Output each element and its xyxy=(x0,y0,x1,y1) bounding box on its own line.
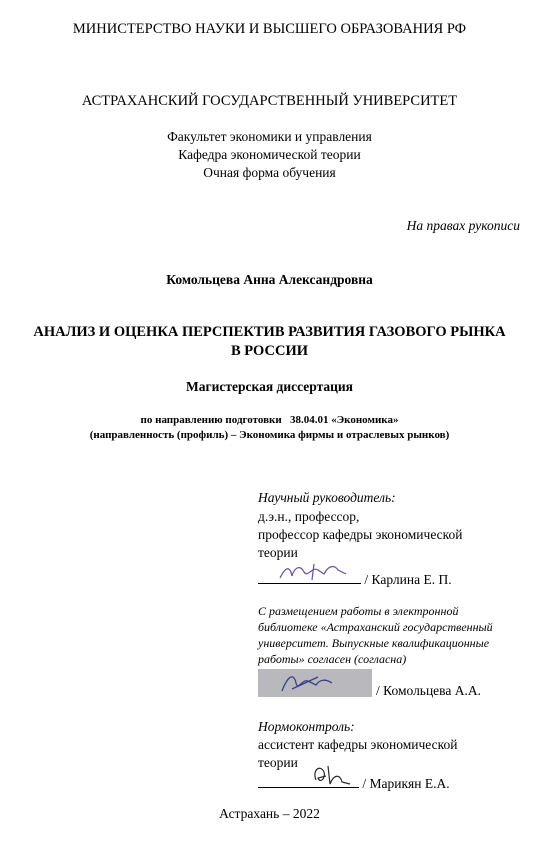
consent-line4: работы» согласен (согласна) xyxy=(258,652,407,666)
supervisor-name: / Карлина Е. П. xyxy=(364,572,452,587)
norm-control-name: / Марикян Е.А. xyxy=(362,776,450,791)
university-heading: АСТРАХАНСКИЙ ГОСУДАРСТВЕННЫЙ УНИВЕРСИТЕТ xyxy=(81,93,458,109)
supervisor-signature xyxy=(276,560,356,584)
consent-line1: С размещением работы в электронной xyxy=(258,604,459,618)
norm-control-position: ассистент кафедры экономической xyxy=(258,737,458,752)
ministry-heading: МИНИСТЕРСТВО НАУКИ И ВЫСШЕГО ОБРАЗОВАНИЯ РФ xyxy=(72,21,467,37)
norm-control-position-cont: теории xyxy=(258,755,298,770)
consent-line3: университет. Выпускные квалификационные xyxy=(258,636,490,650)
faculty-line: Факультет экономики и управления xyxy=(167,129,372,144)
direction-line1: по направлению подготовки 38.04.01 «Экономика» xyxy=(140,414,399,426)
thesis-title-line1: АНАЛИЗ И ОЦЕНКА ПЕРСПЕКТИВ РАЗВИТИЯ ГАЗОВОГО РЫНКА xyxy=(33,324,506,340)
supervisor-position: профессор кафедры экономической xyxy=(258,527,463,542)
norm-control-label: Нормоконтроль: xyxy=(258,719,355,734)
direction-line2: (направленность (профиль) – Экономика фирмы и отраслевых рынков) xyxy=(89,429,450,441)
author-signature xyxy=(258,669,372,697)
consent-line2: библиотеке «Астраханский государственный xyxy=(258,620,493,634)
department-line: Кафедра экономической теории xyxy=(178,147,361,162)
author-name: Комольцева Анна Александровна xyxy=(166,272,373,287)
author-signature-image xyxy=(258,669,372,697)
supervisor-degree: д.э.н., профессор, xyxy=(258,509,360,524)
rights-note: На правах рукописи xyxy=(406,218,520,233)
thesis-title-line2: В РОССИИ xyxy=(230,343,309,359)
city-year: Астрахань – 2022 xyxy=(219,806,320,821)
work-type: Магистерская диссертация xyxy=(185,379,353,394)
author-consent-name: / Комольцева А.А. xyxy=(376,683,481,698)
supervisor-label: Научный руководитель: xyxy=(258,490,396,505)
supervisor-position-cont: теории xyxy=(258,545,298,560)
study-form-line: Очная форма обучения xyxy=(203,165,336,180)
norm-control-signature xyxy=(306,762,356,788)
